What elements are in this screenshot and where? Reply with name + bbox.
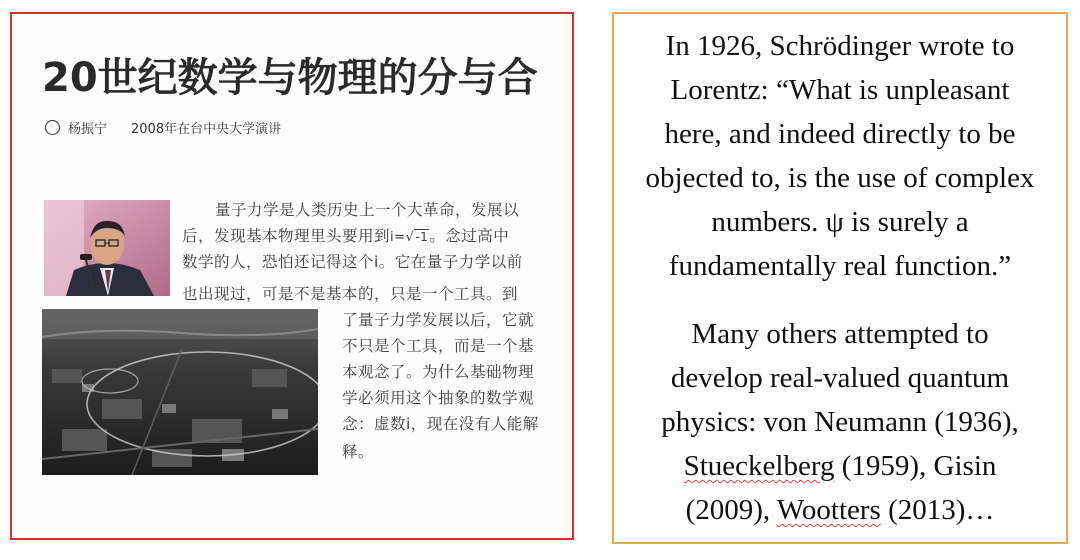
others-line (614, 494, 1066, 527)
speaker-photo (44, 200, 170, 296)
paragraph-line: 本观念了。为什么基础物理 (342, 363, 535, 381)
others-text: (1959), Gisin (834, 450, 997, 482)
others-line (614, 450, 1066, 483)
left-slide-panel (10, 12, 574, 540)
quote-line: fundamentally real function.” (668, 250, 1012, 282)
aerial-photo (42, 309, 318, 475)
formula-sqrt-minus-one: i=√-1 (390, 230, 429, 245)
paragraph-text: 。念过高中 (429, 227, 510, 245)
author-name: 杨振宁 (68, 122, 108, 137)
others-line: physics: von Neumann (1936), (661, 406, 1019, 438)
paragraph-line: 量子力学是人类历史上一个大革命，发展以 (215, 201, 520, 219)
slide-title: 20世纪数学与物理的分与合 (42, 55, 538, 101)
quote-line: In 1926, Schrödinger wrote to (665, 30, 1015, 62)
paragraph-text: 后，发现基本物理里头要用到 (182, 227, 391, 245)
paragraph-line: 释。 (342, 443, 375, 461)
lecture-info: 2008年在台中央大学演讲 (131, 122, 282, 137)
paragraph-line: 数学的人，恐怕还记得这个i。它在量子力学以前 (182, 253, 523, 271)
quote-line: Lorentz: “What is unpleasant (670, 74, 1010, 106)
wootters-name: Wootters (776, 494, 881, 526)
others-line: Many others attempted to (691, 318, 989, 350)
stueckelberg-name: Stueckelberg (683, 450, 835, 482)
formula-radicand: -1 (415, 230, 429, 244)
byline (45, 118, 281, 137)
quote-line: numbers. ψ is surely a (711, 206, 969, 238)
formula-lhs: i= (390, 230, 406, 245)
paragraph-line: 念：虚数i，现在没有人能解 (342, 415, 539, 433)
others-text: (2013)… (880, 494, 995, 526)
paragraph-line: 学必须用这个抽象的数学观 (342, 389, 535, 407)
others-line: develop real-valued quantum (670, 362, 1010, 394)
right-slide-panel (612, 12, 1068, 544)
quote-line: objected to, is the use of complex (645, 162, 1035, 194)
paragraph-line: 了量子力学发展以后，它就 (342, 311, 535, 329)
paragraph-line: 不只是个工具，而是一个基 (342, 337, 535, 355)
quote-line: here, and indeed directly to be (664, 118, 1016, 150)
others-text: (2009), (685, 494, 777, 526)
circle-icon (45, 120, 60, 135)
paragraph-line: 也出现过，可是不是基本的，只是一个工具。到 (182, 285, 519, 303)
paragraph-line (182, 224, 509, 246)
